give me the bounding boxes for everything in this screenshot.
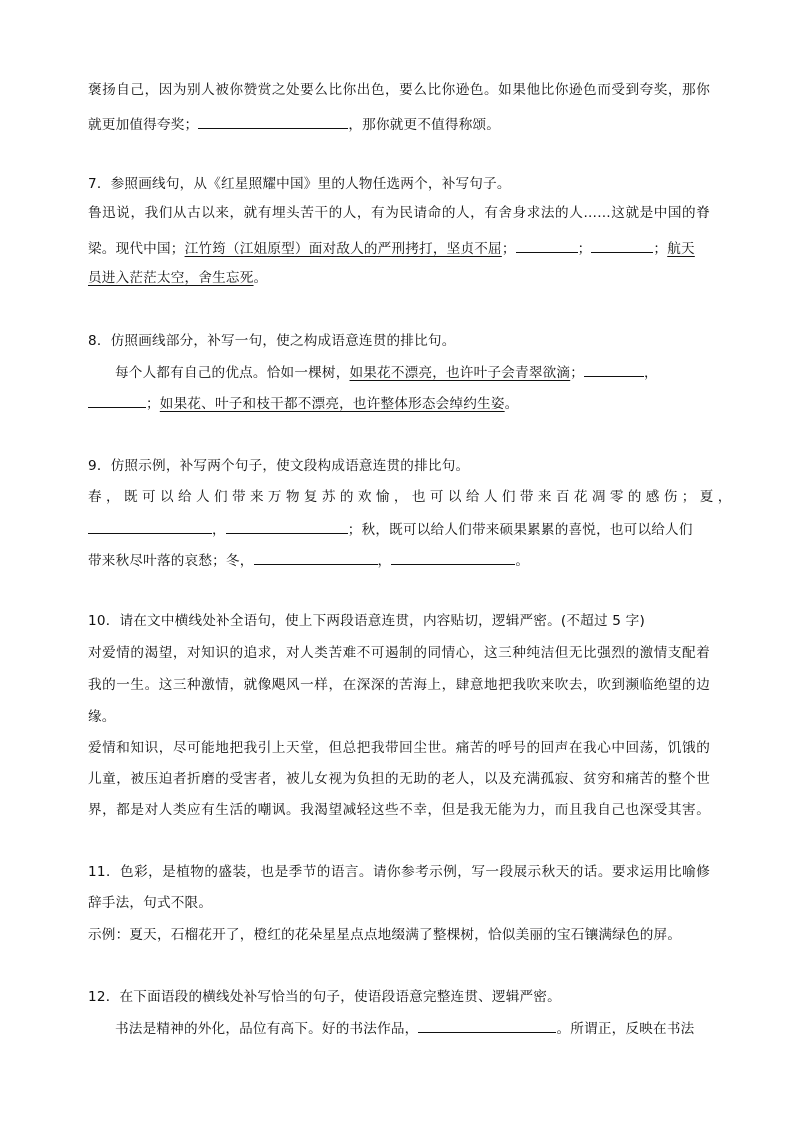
text: 春，既可以给人们带来万物复苏的欢愉，也可以给人们带来百花凋零的感伤；夏，	[88, 489, 736, 505]
underlined-sentence: 如果花、叶子和枝干都不漂亮，也许整体形态会绰约生姿	[159, 396, 505, 412]
text: 。	[504, 396, 519, 412]
text: ；	[577, 241, 592, 257]
text: 12．在下面语段的横线处补写恰当的句子，使语段语意完整连贯、逻辑严密。	[88, 989, 561, 1005]
q11-title-line-2	[88, 893, 710, 913]
q8-line-1	[115, 362, 710, 383]
q10-para2-line-1	[88, 738, 710, 758]
text: ，那你就更不值得称颂。	[348, 117, 501, 133]
q7-line-3	[88, 268, 710, 288]
text: 。所谓正，反映在书法	[556, 1021, 695, 1037]
answer-blank[interactable]	[391, 550, 515, 565]
answer-blank[interactable]	[254, 550, 378, 565]
text: 对爱情的渴望，对知识的追求，对人类苦难不可遏制的同情心，这三种纯洁但无比强烈的激情支配着	[88, 645, 710, 661]
text: ，	[212, 522, 226, 538]
text: ，	[377, 553, 392, 569]
q10-para1-line-1	[88, 643, 710, 663]
text: ，	[644, 365, 658, 381]
intro-line-1	[88, 80, 710, 100]
q9-line-3	[88, 550, 710, 571]
q8-title	[88, 331, 710, 351]
q7-line-1	[88, 203, 710, 223]
text: 书法是精神的外化，品位有高下。好的书法作品，	[115, 1021, 419, 1037]
q7-line-2	[88, 238, 710, 259]
text: 辞手法，句式不限。	[88, 895, 213, 911]
text: 界，都是对人类应有生活的嘲讽。我渴望减轻这些不幸，但是我无能为力，而且我自己也深受其害。	[88, 802, 710, 818]
text: ；	[501, 241, 516, 257]
text: 10．请在文中横线处补全语句，使上下两段语意连贯，内容贴切，逻辑严密。(不超过 5 字)	[88, 613, 645, 629]
q10-para2-line-2	[88, 769, 710, 789]
text: 示例：夏天，石榴花开了，橙红的花朵星星点点地缀满了整棵树，恰似美丽的宝石镶满绿色的屏。	[88, 927, 682, 943]
text: 9．仿照示例，补写两个句子，使文段构成语意连贯的排比句。	[88, 458, 470, 474]
text: ；	[653, 241, 668, 257]
q10-para1-line-3	[88, 707, 710, 727]
underlined-sentence: 员进入茫茫太空，舍生忘死	[88, 270, 254, 286]
text: 爱情和知识，尽可能地把我引上天堂，但总把我带回尘世。痛苦的呼号的回声在我心中回荡，饥饿的	[88, 740, 710, 756]
q9-line-1	[88, 487, 736, 507]
q9-line-2	[88, 519, 710, 540]
q8-line-2	[88, 393, 710, 414]
q11-example	[88, 925, 710, 945]
answer-blank[interactable]	[516, 238, 578, 253]
text: 缘。	[88, 709, 116, 725]
answer-blank[interactable]	[418, 1018, 556, 1033]
q12-title	[88, 987, 710, 1007]
underlined-sentence: 如果花不漂亮，也许叶子会青翠欲滴	[349, 365, 571, 381]
underlined-sentence: 江竹筠（江姐原型）面对敌人的严刑拷打，坚贞不屈	[184, 241, 502, 257]
text: 。	[253, 270, 268, 286]
text: 11．色彩，是植物的盛装，也是季节的语言。请你参考示例，写一段展示秋天的话。要求运用比喻修	[88, 864, 710, 880]
text: 带来秋尽叶落的哀愁；冬，	[88, 553, 254, 569]
text: 梁。现代中国；	[88, 241, 185, 257]
text: 褒扬自己，因为别人被你赞赏之处要么比你出色，要么比你逊色。如果他比你逊色而受到夸奖，那你	[88, 82, 710, 98]
q9-title	[88, 456, 710, 476]
text: 鲁迅说，我们从古以来，就有埋头苦干的人，有为民请命的人，有舍身求法的人……这就是中国的脊	[88, 205, 710, 221]
text: 。	[515, 553, 530, 569]
answer-blank[interactable]	[88, 393, 146, 408]
underlined-sentence: 航天	[667, 241, 695, 257]
q10-para2-line-3	[88, 800, 710, 820]
text: ；秋，既可以给人们带来硕果累累的喜悦，也可以给人们	[347, 522, 693, 538]
q12-line-1	[115, 1018, 710, 1039]
text: 我的一生。这三种激情，就像飓风一样，在深深的苦海上，肆意地把我吹来吹去，吹到濒临绝望的边	[88, 677, 710, 693]
text: 每个人都有自己的优点。恰如一棵树，	[115, 365, 350, 381]
q10-title	[88, 611, 710, 631]
q11-title-line-1	[88, 862, 710, 882]
answer-blank[interactable]	[88, 519, 212, 534]
q10-para1-line-2	[88, 675, 710, 695]
answer-blank[interactable]	[198, 114, 348, 129]
q7-title	[88, 174, 710, 194]
answer-blank[interactable]	[226, 519, 348, 534]
answer-blank[interactable]	[591, 238, 653, 253]
text: 7．参照画线句，从《红星照耀中国》里的人物任选两个，补写句子。	[88, 176, 511, 192]
text: 就更加值得夸奖；	[88, 117, 199, 133]
text: 8．仿照画线部分，补写一句，使之构成语意连贯的排比句。	[88, 333, 456, 349]
text: ；	[146, 396, 160, 412]
text: 儿童，被压迫者折磨的受害者，被儿女视为负担的无助的老人，以及充满孤寂、贫穷和痛苦的整个世	[88, 771, 710, 787]
text: ；	[570, 365, 584, 381]
answer-blank[interactable]	[584, 362, 644, 377]
intro-line-2	[88, 114, 710, 135]
